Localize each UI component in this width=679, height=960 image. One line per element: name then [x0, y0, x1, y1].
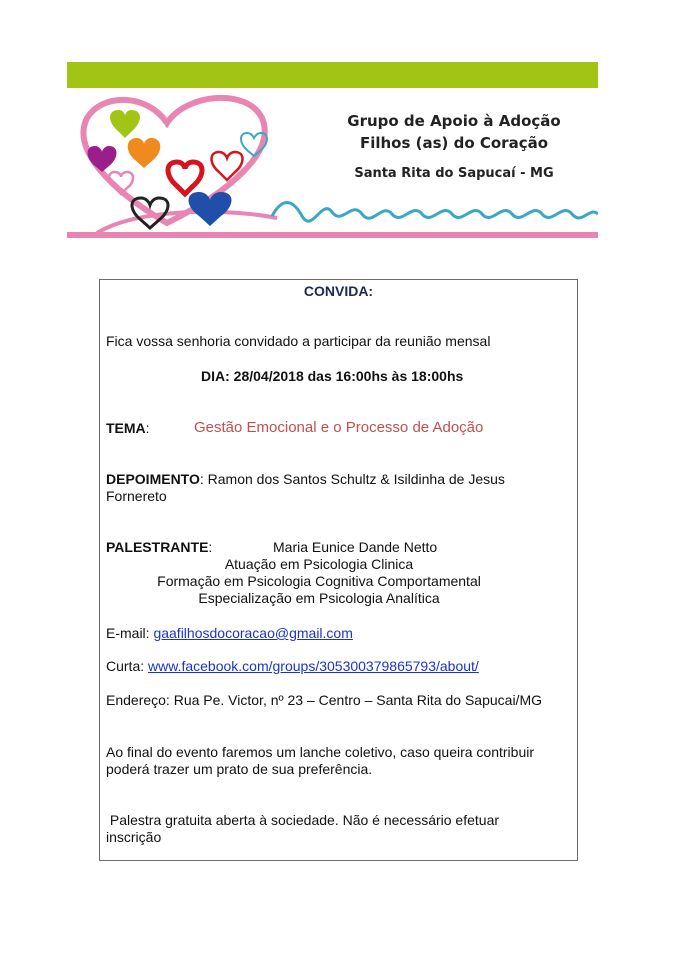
header-green-bar [67, 62, 598, 88]
theme-sep: : [145, 420, 150, 436]
org-city: Santa Rita do Sapucaí - MG [354, 166, 554, 181]
date-value: : 28/04/2018 das 16:00hs às 18:00hs [225, 368, 464, 384]
purple-heart [88, 146, 117, 172]
theme-title: Gestão Emocional e o Processo de Adoção [194, 419, 484, 436]
event-date [201, 368, 463, 385]
header-pink-bar [67, 232, 598, 238]
snack-line2: poderá trazer um prato de sua preferência. [106, 761, 373, 777]
speaker-label: PALESTRANTE [106, 539, 209, 555]
email-label: E-mail: [106, 625, 154, 641]
speaker-credential: Formação em Psicologia Cognitiva Comportamental [157, 573, 481, 589]
invite-heading: CONVIDA: [303, 283, 374, 299]
free-talk-line1: Palestra gratuita aberta à sociedade. Não é necessário efetuar [106, 812, 500, 828]
speaker-credential: Atuação em Psicologia Clinica [224, 556, 414, 572]
speaker-credential: Especialização em Psicologia Analítica [198, 590, 440, 606]
testimony-line2: Fornereto [106, 488, 167, 504]
org-name-line1: Grupo de Apoio à Adoção [347, 112, 561, 130]
testimony-line1 [106, 471, 505, 488]
facebook-row [106, 658, 479, 675]
org-name-line2: Filhos (as) do Coração [359, 134, 549, 152]
date-label: DIA [201, 368, 226, 384]
organization-info [329, 110, 579, 181]
facebook-link[interactable]: www.facebook.com/groups/305300379865793/about/ [148, 658, 479, 674]
free-talk-line2: inscrição [106, 829, 162, 845]
invite-intro: Fica vossa senhoria convidado a participar da reunião mensal [106, 333, 491, 349]
theme-row [106, 420, 150, 437]
testimony-label: DEPOIMENTO [106, 471, 200, 487]
red-heart [168, 162, 202, 194]
blue-wave [272, 203, 598, 222]
invitation-box [99, 279, 578, 861]
speaker-sep: : [208, 539, 213, 555]
theme-label: TEMA [106, 420, 146, 436]
speaker-name: Maria Eunice Dande Netto [273, 539, 438, 555]
address: Endereço: Rua Pe. Victor, nº 23 – Centro – Santa Rita do Sapucai/MG [106, 692, 542, 708]
snack-line1: Ao final do evento faremos um lanche coletivo, caso queira contribuir [106, 744, 535, 760]
header-banner [67, 62, 598, 240]
green-heart [110, 110, 140, 138]
email-link[interactable]: gaafilhosdocoracao@gmail.com [153, 625, 353, 641]
testimony-value: : Ramon dos Santos Schultz & Isildinha de Jesus [199, 471, 505, 487]
facebook-label: Curta: [106, 658, 149, 674]
speaker-row [106, 539, 212, 556]
email-row [106, 625, 353, 642]
orange-heart [128, 138, 161, 168]
